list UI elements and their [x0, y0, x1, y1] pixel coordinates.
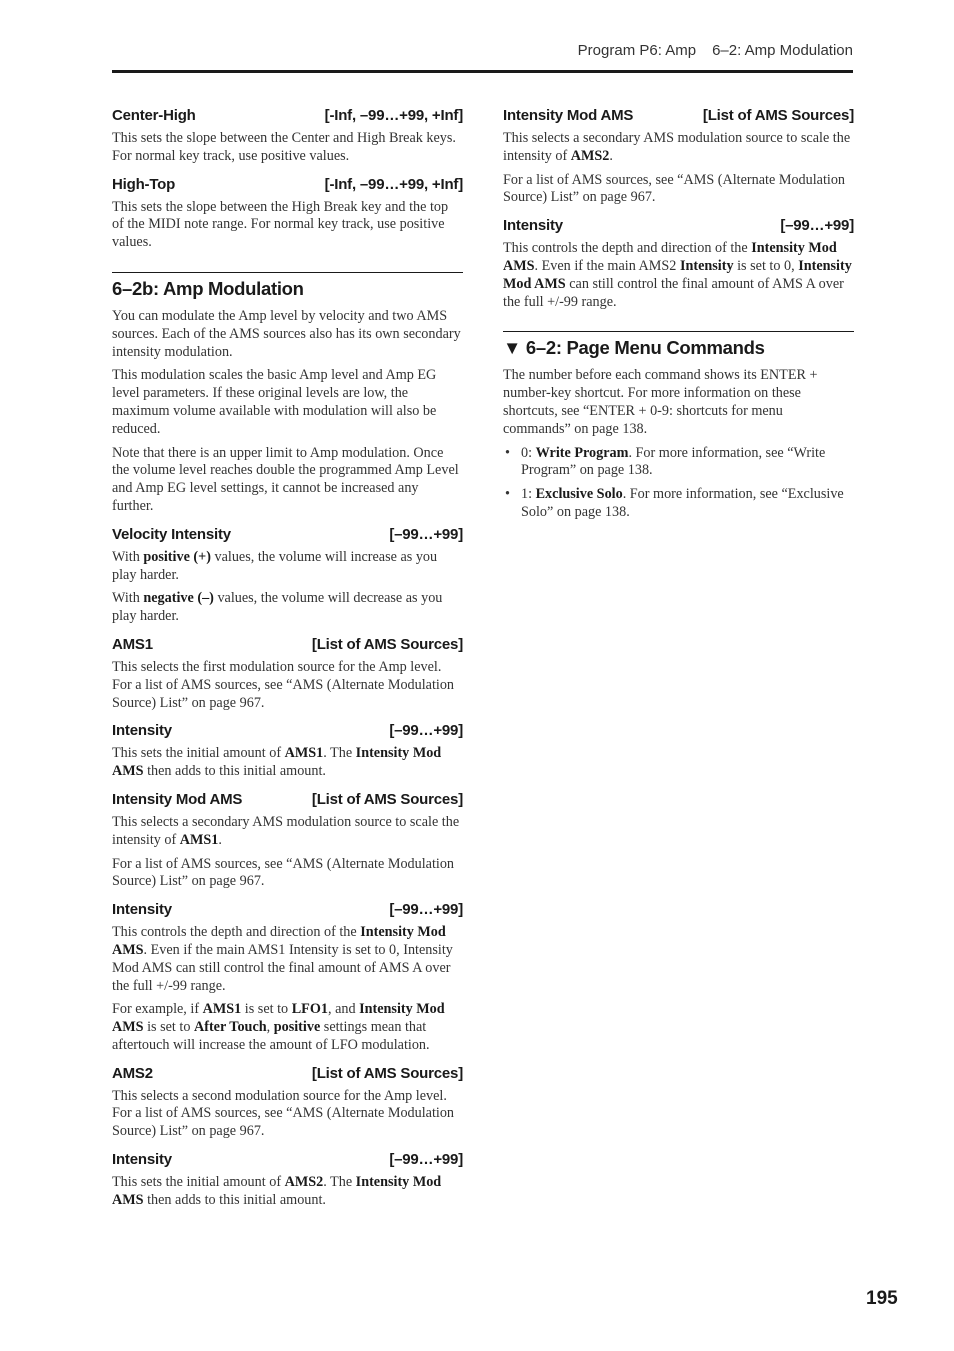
intro-paragraph: The number before each command shows its ENTER + number-key shortcut. For more information on these shortcuts, see “ENTER + 0-9: shortcuts for menu commands” on page 138.	[503, 367, 818, 437]
param-description: This controls the depth and direction of the Intensity Mod AMS. Even if the main AMS2 Intensity is set to 0, Intensity Mod AMS can still control the final amount of AMS A over the full +/-99 range.	[503, 240, 852, 310]
param-velocity-intensity	[112, 526, 463, 543]
running-head	[578, 42, 853, 59]
intro-paragraph: This modulation scales the basic Amp level and Amp EG level parameters. If these original levels are low, the maximum volume available with modulation will also be reduced.	[112, 367, 437, 437]
param-high-top	[112, 176, 463, 193]
param-description: With positive (+) values, the volume will increase as you play harder.	[112, 548, 438, 583]
param-intensity-mod-ams	[503, 107, 854, 124]
intro-paragraph: Note that there is an upper limit to Amp modulation. Once the volume level reaches double the programmed Amp Level and Amp EG level settings, it cannot be increased any further.	[112, 444, 459, 514]
left-column	[112, 107, 463, 1216]
param-name: Intensity	[503, 217, 563, 235]
right-column	[503, 107, 854, 528]
param-name: High-Top	[112, 175, 176, 193]
param-name: AMS1	[112, 635, 153, 653]
param-description: For a list of AMS sources, see “AMS (Alternate Modulation Source) List” on page 967.	[112, 855, 455, 890]
param-intensity	[503, 217, 854, 234]
param-description: This sets the slope between the Center and High Break keys. For normal key track, use positive values.	[112, 130, 456, 164]
page-number: 195	[866, 1288, 898, 1309]
param-ams2	[112, 1065, 463, 1082]
param-description: This sets the initial amount of AMS2. The Intensity Mod AMS then adds to this initial amount.	[112, 1174, 442, 1208]
param-name: Intensity	[112, 901, 172, 919]
param-name: AMS2	[112, 1064, 153, 1082]
param-range: [–99…+99]	[389, 525, 463, 543]
param-description: This controls the depth and direction of the Intensity Mod AMS. Even if the main AMS1 Intensity is set to 0, Intensity Mod AMS can still control the final amount of AMS A over the full +/-99 range.	[112, 924, 453, 994]
param-name: Intensity Mod AMS	[112, 790, 243, 808]
param-description: This selects a secondary AMS modulation source to scale the intensity of AMS2.	[503, 130, 851, 164]
param-intensity-mod-ams	[112, 791, 463, 808]
header-section: 6–2: Amp Modulation	[712, 42, 853, 59]
param-intensity	[112, 722, 463, 739]
param-range: [–99…+99]	[780, 217, 854, 235]
param-example: For example, if AMS1 is set to LFO1, and Intensity Mod AMS is set to After Touch, positive settings mean that aftertouch will increase the amount of LFO modulation.	[112, 1001, 445, 1053]
list-item: • 1: Exclusive Solo. For more information, see “Exclusive Solo” on page 138.	[503, 486, 854, 522]
section-title-page-menu-commands: ▼ 6–2: Page Menu Commands	[503, 331, 854, 359]
section-title-amp-modulation: 6–2b: Amp Modulation	[112, 272, 463, 300]
param-description: This selects a secondary AMS modulation source to scale the intensity of AMS1.	[112, 813, 460, 848]
param-range: [List of AMS Sources]	[311, 790, 463, 808]
page-header	[112, 42, 853, 73]
intro-paragraph: You can modulate the Amp level by velocity and two AMS sources. Each of the AMS sources also has its own secondary intensity modulation.	[112, 307, 461, 360]
param-range: [-Inf, –99…+99, +Inf]	[324, 175, 463, 193]
param-ams1	[112, 636, 463, 653]
param-name: Intensity	[112, 722, 172, 740]
param-description: This sets the initial amount of AMS1. The Intensity Mod AMS then adds to this initial amount.	[112, 745, 442, 780]
list-item: • 0: Write Program. For more information, see “Write Program” on page 138.	[503, 445, 854, 481]
header-chapter: Program P6: Amp	[577, 42, 697, 59]
command-list	[503, 445, 854, 522]
param-name: Intensity Mod AMS	[503, 107, 634, 124]
param-intensity	[112, 1151, 463, 1168]
param-name: Center-High	[112, 107, 196, 124]
param-range: [–99…+99]	[389, 722, 463, 740]
param-range: [–99…+99]	[389, 1151, 463, 1169]
param-description: For a list of AMS sources, see “AMS (Alternate Modulation Source) List” on page 967.	[503, 171, 846, 206]
param-range: [-Inf, –99…+99, +Inf]	[324, 107, 463, 124]
param-description: This selects the first modulation source for the Amp level. For a list of AMS sources, see “AMS (Alternate Modulation Source) List” on page 967.	[112, 658, 455, 711]
param-center-high	[112, 107, 463, 124]
param-description: With negative (–) values, the volume will decrease as you play harder.	[112, 590, 443, 625]
param-range: [List of AMS Sources]	[311, 1064, 463, 1082]
param-description: This sets the slope between the High Break key and the top of the MIDI note range. For normal key track, use positive values.	[112, 198, 449, 251]
param-range: [List of AMS Sources]	[702, 107, 854, 124]
param-range: [List of AMS Sources]	[311, 635, 463, 653]
param-range: [–99…+99]	[389, 901, 463, 919]
param-description: This selects a second modulation source for the Amp level. For a list of AMS sources, see “AMS (Alternate Modulation Source) List” on page 967.	[112, 1087, 455, 1140]
param-intensity	[112, 901, 463, 918]
param-name: Velocity Intensity	[112, 525, 231, 543]
param-name: Intensity	[112, 1151, 172, 1169]
